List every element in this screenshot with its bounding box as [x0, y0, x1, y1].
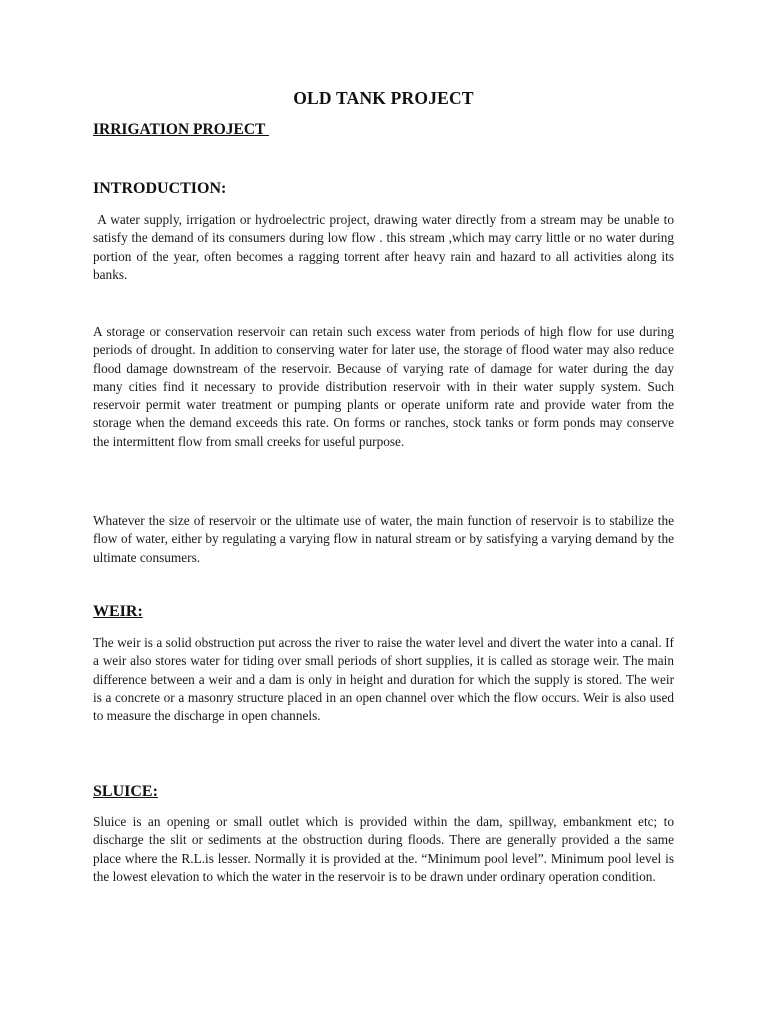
introduction-heading: INTRODUCTION: — [93, 180, 227, 197]
document-title: OLD TANK PROJECT — [293, 88, 474, 108]
document-subtitle: IRRIGATION PROJECT — [93, 121, 269, 138]
introduction-paragraph-1: A water supply, irrigation or hydroelectric project, drawing water directly from a stream may be unable to satisfy the demand of its consumers during low flow . this stream ,which may carry little or no water during portion of the year, often becomes a ragging torrent after heavy rain and hazard to all activities along its banks. — [93, 212, 678, 282]
sluice-paragraph: Sluice is an opening or small outlet which is provided within the dam, spillway, embankment etc; to discharge the slit or sediments at the obstruction during floods. There are generally provided a the same place where the R.L.is lesser. Normally it is provided at the. “Minimum pool level”. Minimum pool level is the lowest elevation to which the water in the reservoir is to be drawn under ordinary operation condition. — [93, 814, 674, 884]
introduction-paragraph-3: Whatever the size of reservoir or the ultimate use of water, the main function of reservoir is to stabilize the flow of water, either by regulating a varying flow in natural stream or by satisfying a varying demand by the ultimate consumers. — [93, 513, 674, 565]
weir-heading: WEIR: — [93, 603, 143, 620]
introduction-paragraph-2: A storage or conservation reservoir can retain such excess water from periods of high flow for use during periods of drought. In addition to conserving water for later use, the storage of flood water may also reduce flood damage downstream of the reservoir. Because of varying rate of damage for water during the day many cities find it necessary to provide distribution reservoir with in their water supply system. Such reservoir permit water treatment or pumping plants or operate uniform rate and provide water from the storage when the demand exceeds this rate. On forms or ranches, stock tanks or form ponds may conserve the intermittent flow from small creeks for useful purpose. — [93, 324, 674, 449]
weir-paragraph: The weir is a solid obstruction put across the river to raise the water level and divert the water into a canal. If a weir also stores water for tiding over small periods of short supplies, it is called as storage weir. The main difference between a weir and a dam is only in height and duration for which the supply is stored. The weir is a concrete or a masonry structure placed in an open channel over which the flow occurs. Weir is also used to measure the discharge in open channels. — [93, 635, 674, 724]
sluice-heading: SLUICE: — [93, 783, 158, 800]
